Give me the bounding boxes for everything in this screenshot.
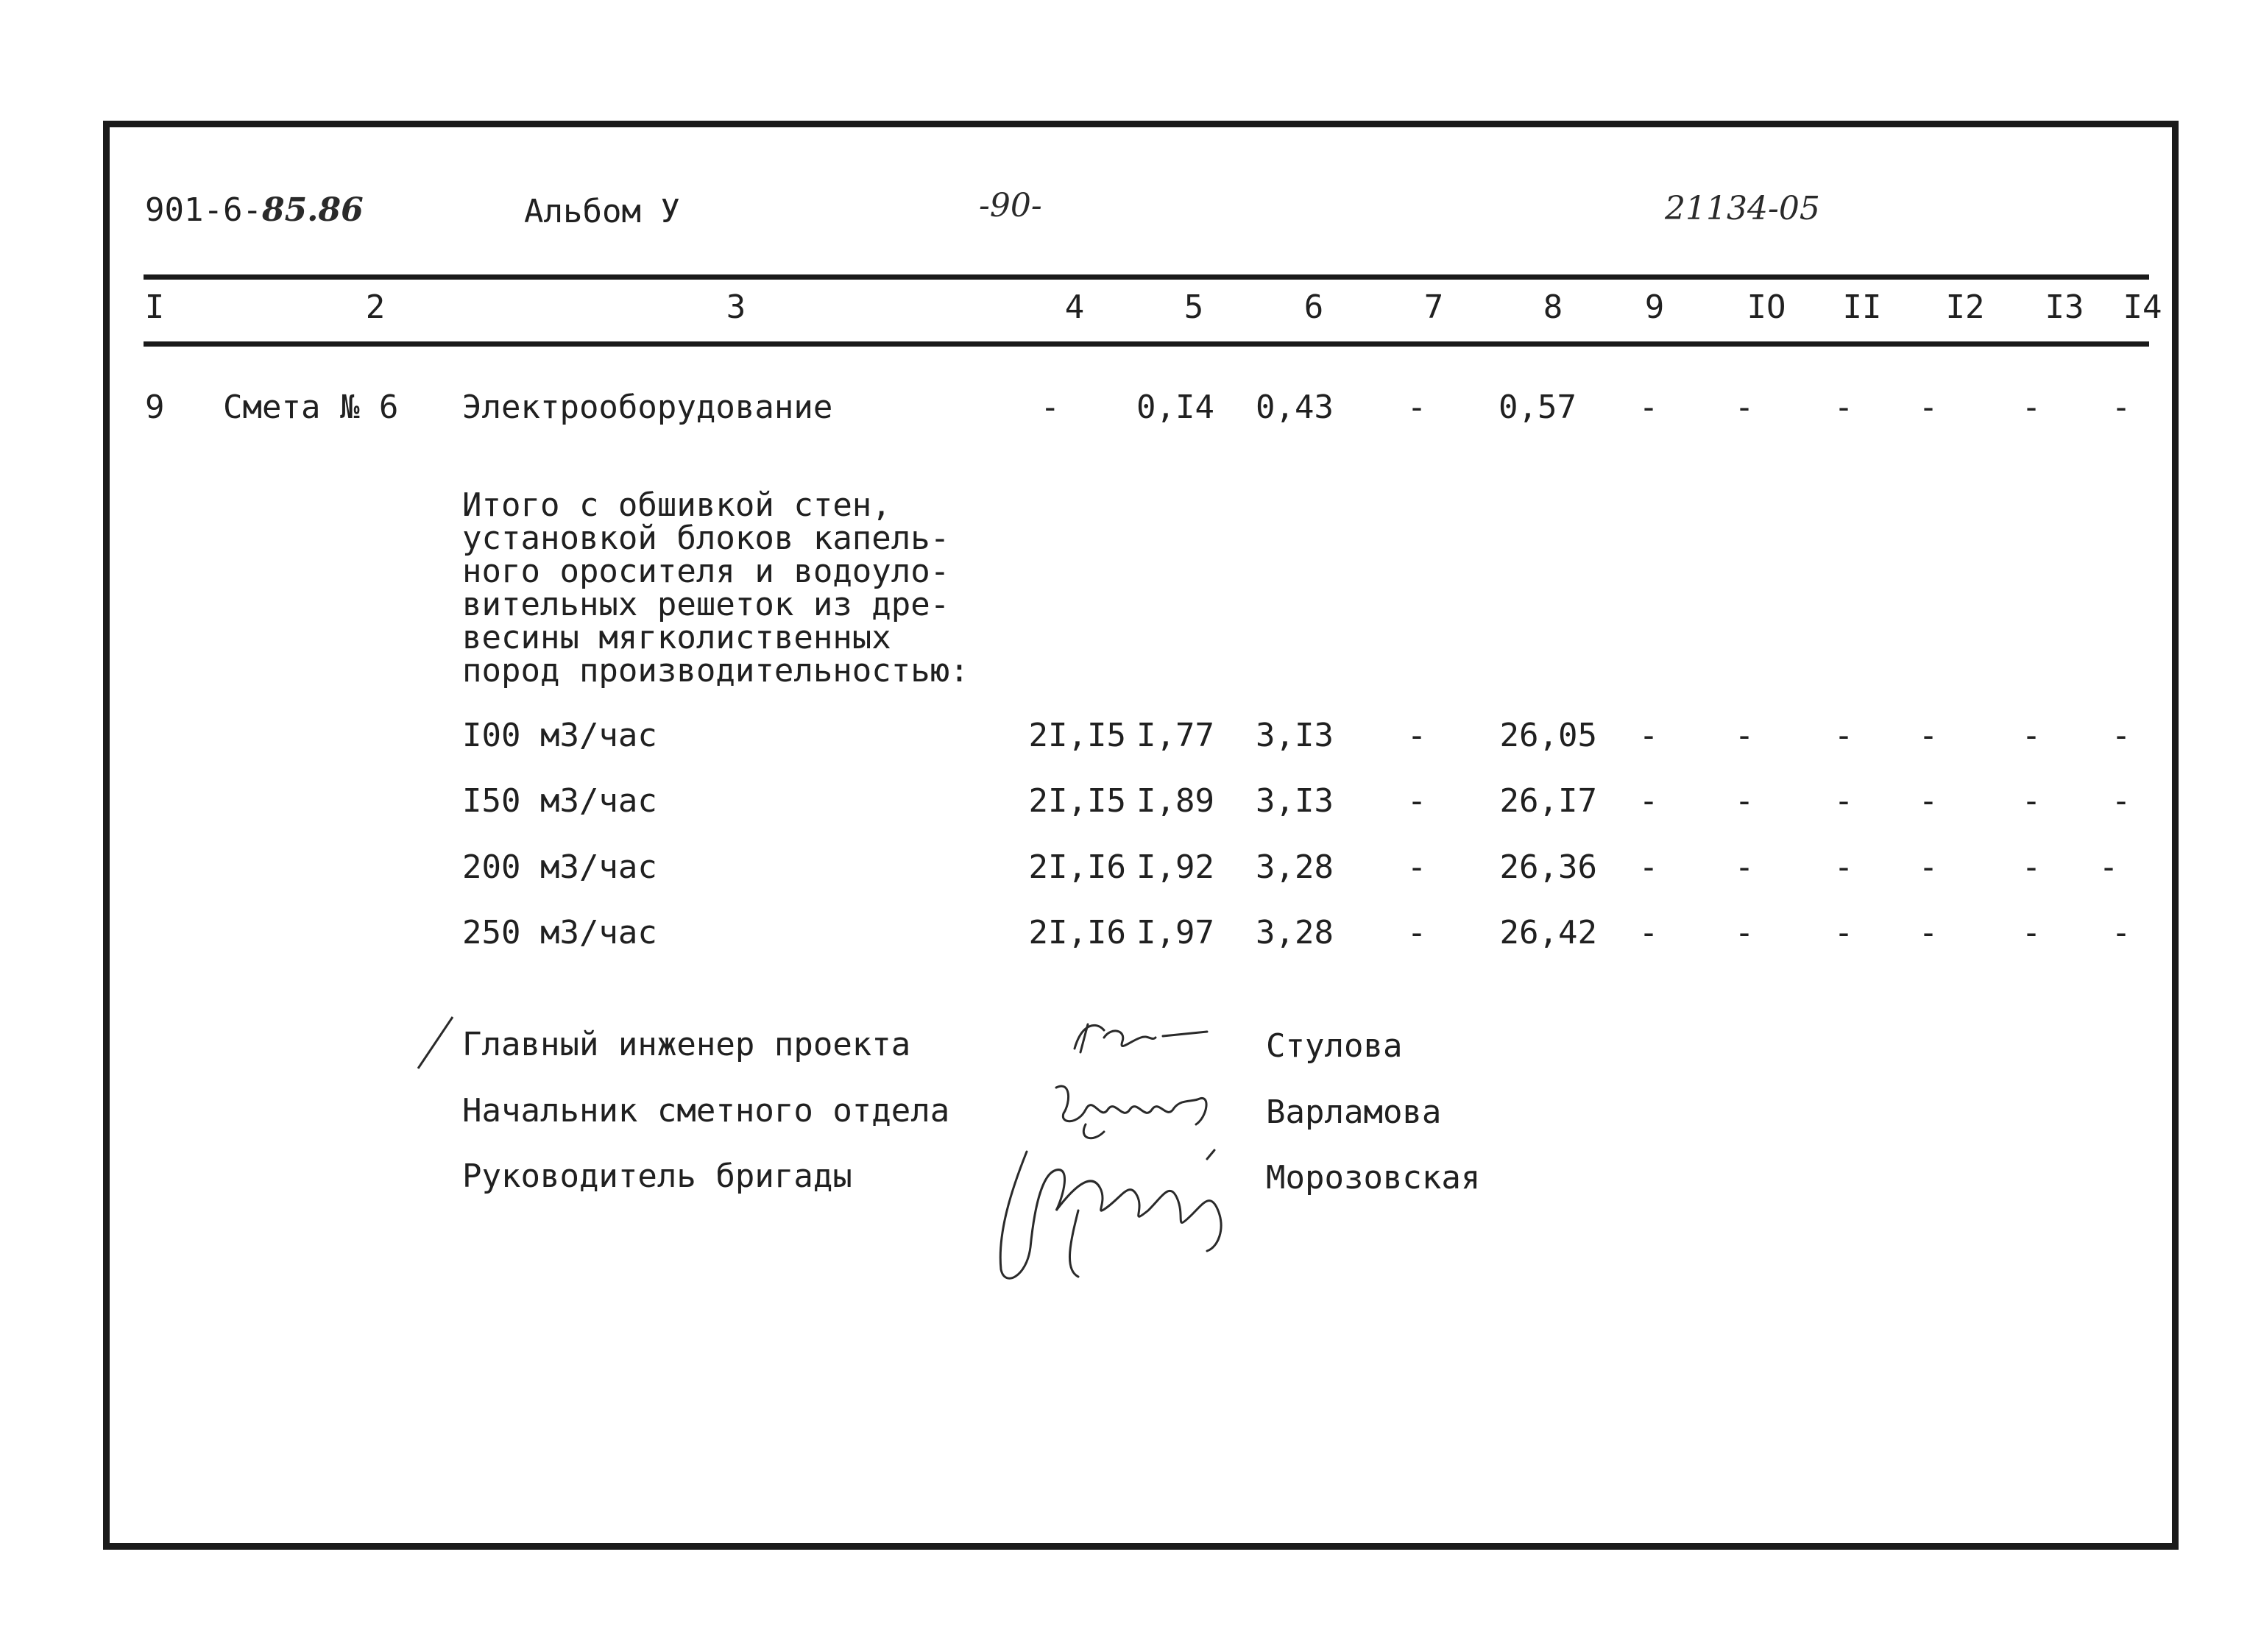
cell-c11: - [1833, 717, 1854, 754]
col-num-4: 4 [1064, 288, 1085, 326]
cell-c14: - [2098, 848, 2119, 886]
cell-c10: - [1734, 717, 1755, 754]
handwritten-signature-1 [1060, 1015, 1222, 1067]
cell-c13: - [2021, 717, 2042, 754]
signature-role: Руководитель бригады [462, 1158, 852, 1195]
page-frame [103, 121, 2179, 1550]
cell-c4: 2I,I5 [1028, 782, 1126, 820]
sheet-code: 21134-05 [1665, 190, 1820, 227]
cell-c6: 3,I3 [1256, 782, 1334, 820]
cell-c7: - [1407, 782, 1427, 820]
cell-c9: - [1638, 782, 1659, 820]
col-num-2: 2 [365, 288, 386, 326]
cell-c9: - [1638, 389, 1659, 426]
cell-c5: I,92 [1136, 848, 1214, 886]
cell-c5: I,89 [1136, 782, 1214, 820]
cell-c8: 26,05 [1499, 717, 1597, 754]
row-label: 250 м3/час [462, 914, 657, 951]
col-num-10: IO [1747, 288, 1786, 326]
cell-c10: - [1734, 848, 1755, 886]
cell-c8: 0,57 [1499, 389, 1577, 426]
col-num-9: 9 [1644, 288, 1665, 326]
cell-c7: - [1407, 389, 1427, 426]
cell-c4: 2I,I5 [1028, 717, 1126, 754]
cell-c12: - [1918, 782, 1939, 820]
total-line: ного оросителя и водоуло- [462, 553, 950, 590]
handwritten-signature-3 [983, 1130, 1248, 1291]
cell-c4: 2I,I6 [1028, 848, 1126, 886]
album-label: Альбом У [524, 193, 680, 230]
signature-name: Варламова [1266, 1093, 1442, 1131]
cell-c7: - [1407, 717, 1427, 754]
cell-c4: 2I,I6 [1028, 914, 1126, 951]
row-label: I50 м3/час [462, 782, 657, 820]
cell-c13: - [2021, 782, 2042, 820]
header-rule-bottom [144, 341, 2149, 347]
total-description [462, 486, 1022, 689]
cell-c14: - [2111, 914, 2131, 951]
cell-c11: - [1833, 782, 1854, 820]
signature-name: Морозовская [1266, 1159, 1481, 1197]
doc-code [145, 191, 364, 229]
item-name: Электрооборудование [462, 389, 833, 426]
row-number: 9 [145, 389, 165, 426]
col-num-7: 7 [1423, 288, 1444, 326]
cell-c11: - [1833, 389, 1854, 426]
cell-c7: - [1407, 914, 1427, 951]
cell-c9: - [1638, 848, 1659, 886]
cell-c9: - [1638, 914, 1659, 951]
cell-c6: 0,43 [1256, 389, 1334, 426]
col-num-5: 5 [1183, 288, 1204, 326]
cell-c6: 3,I3 [1256, 717, 1334, 754]
cell-c14: - [2111, 389, 2131, 426]
slash-mark [412, 1014, 456, 1073]
cell-c12: - [1918, 848, 1939, 886]
cell-c5: I,77 [1136, 717, 1214, 754]
doc-code-printed: 901-6- [145, 191, 262, 229]
cell-c7: - [1407, 848, 1427, 886]
signature-role: Начальник сметного отдела [462, 1092, 950, 1130]
cell-c5: I,97 [1136, 914, 1214, 951]
cell-c12: - [1918, 717, 1939, 754]
total-line: пород производительностью: [462, 652, 969, 689]
cell-c10: - [1734, 782, 1755, 820]
cell-c6: 3,28 [1256, 848, 1334, 886]
cell-c13: - [2021, 914, 2042, 951]
cell-c14: - [2111, 717, 2131, 754]
header-rule-top [144, 274, 2149, 280]
cell-c10: - [1734, 389, 1755, 426]
row-label: 200 м3/час [462, 848, 657, 886]
col-num-14: I4 [2123, 288, 2162, 326]
cell-c11: - [1833, 914, 1854, 951]
cell-c8: 26,36 [1499, 848, 1597, 886]
cell-c14: - [2111, 782, 2131, 820]
cell-c12: - [1918, 389, 1939, 426]
cell-c13: - [2021, 848, 2042, 886]
signature-role: Главный инженер проекта [462, 1026, 911, 1063]
page-number: -90- [979, 187, 1042, 224]
total-line: Итого с обшивкой стен, [462, 486, 891, 524]
total-line: весины мягколиственных [462, 619, 891, 656]
cell-c5: 0,I4 [1136, 389, 1214, 426]
col-num-6: 6 [1303, 288, 1324, 326]
col-num-1: I [144, 288, 165, 326]
cell-c8: 26,42 [1499, 914, 1597, 951]
doc-code-handwritten: 85.86 [261, 191, 364, 229]
cell-c13: - [2021, 389, 2042, 426]
cell-c11: - [1833, 848, 1854, 886]
col-num-11: II [1842, 288, 1882, 326]
col-num-13: I3 [2045, 288, 2084, 326]
col-num-8: 8 [1543, 288, 1563, 326]
total-line: вительных решеток из дре- [462, 586, 950, 623]
cell-c8: 26,I7 [1499, 782, 1597, 820]
col-num-3: 3 [726, 288, 746, 326]
cell-c10: - [1734, 914, 1755, 951]
row-label: I00 м3/час [462, 717, 657, 754]
col-num-12: I2 [1945, 288, 1985, 326]
cell-c12: - [1918, 914, 1939, 951]
cell-c4: - [1040, 389, 1060, 426]
total-line: установкой блоков капель- [462, 520, 950, 557]
cell-c6: 3,28 [1256, 914, 1334, 951]
estimate-label: Смета № 6 [223, 389, 399, 426]
cell-c9: - [1638, 717, 1659, 754]
signature-name: Стулова [1266, 1027, 1403, 1065]
